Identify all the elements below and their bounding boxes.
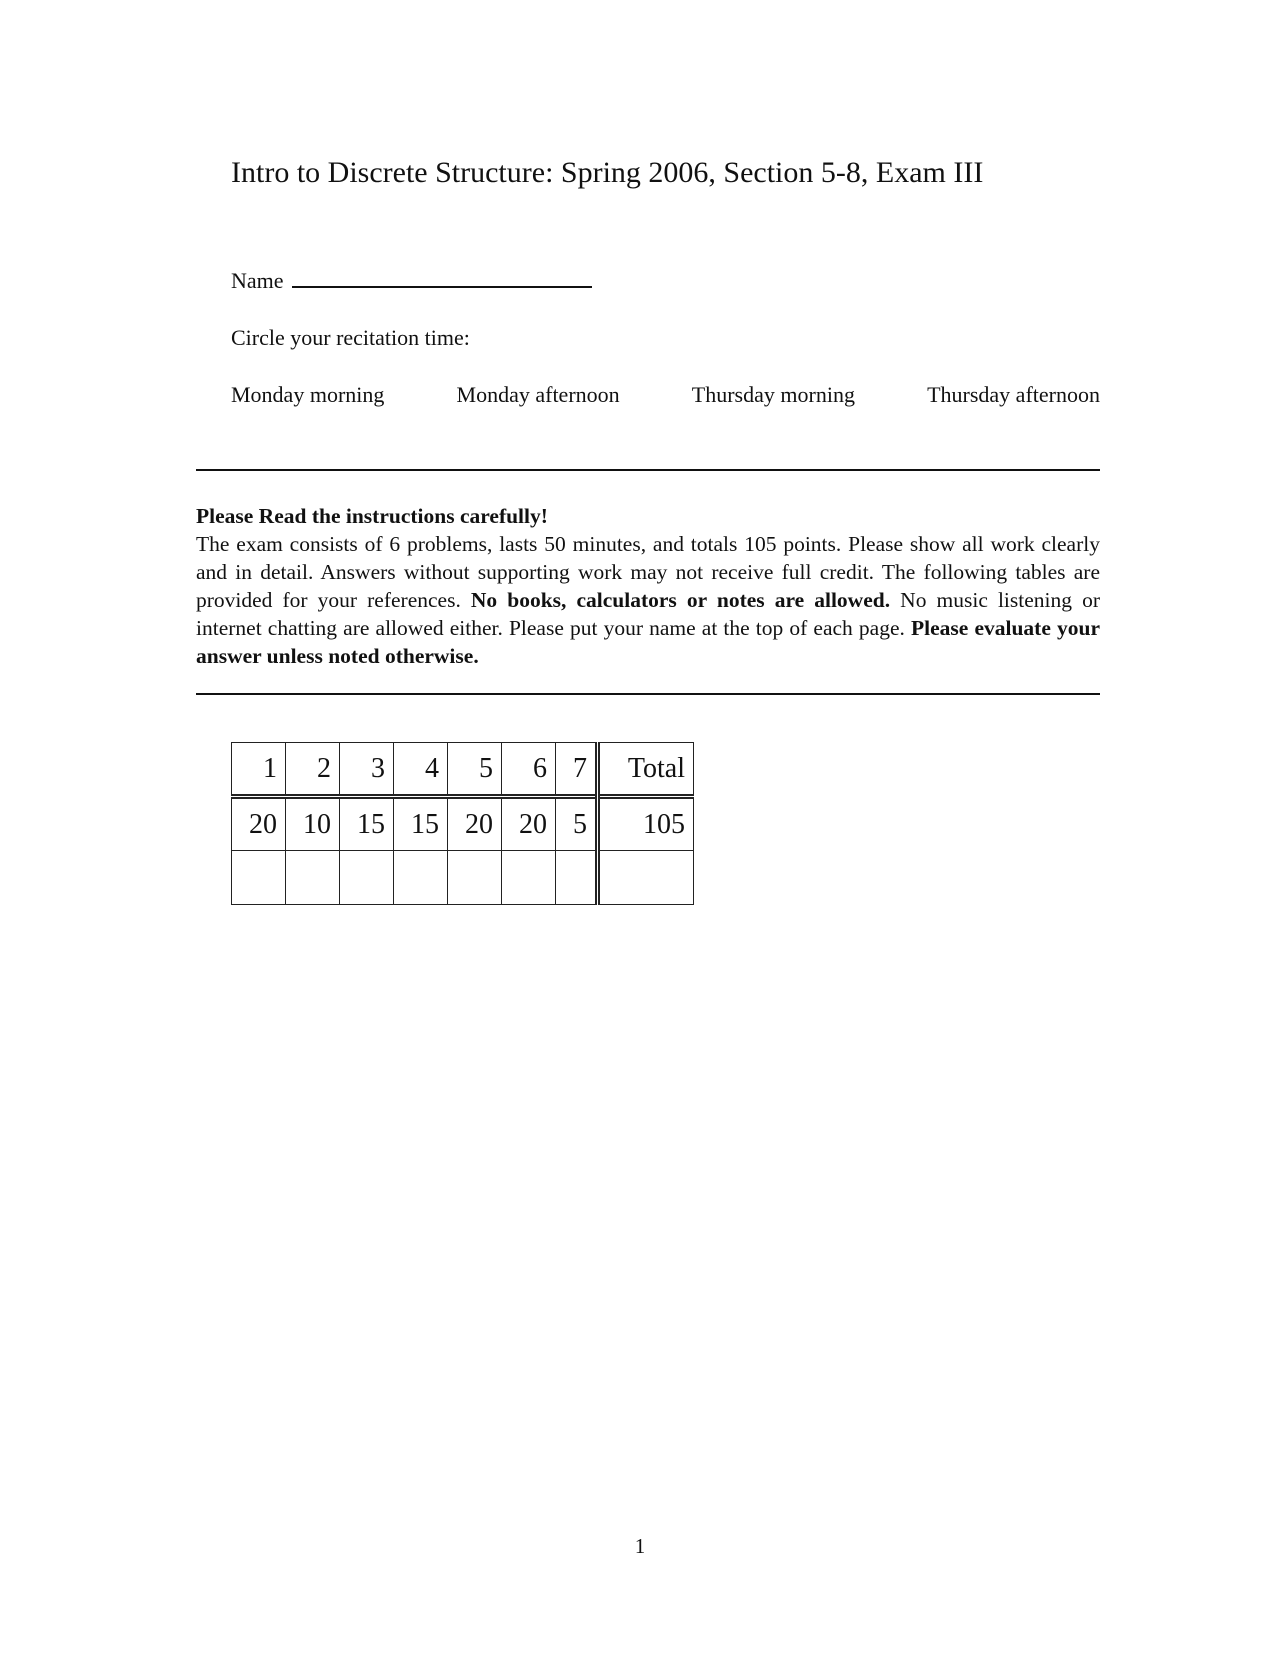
points-cell: 10	[286, 797, 340, 851]
name-blank-line[interactable]	[292, 268, 592, 288]
total-header-cell: Total	[598, 743, 694, 797]
score-entry-cell[interactable]	[232, 851, 286, 905]
score-table-header-row	[232, 743, 694, 797]
recitation-option-thursday-afternoon[interactable]: Thursday afternoon	[927, 382, 1100, 407]
points-cell: 15	[394, 797, 448, 851]
score-entry-cell[interactable]	[556, 851, 598, 905]
score-entry-cell[interactable]	[394, 851, 448, 905]
problem-number-cell: 6	[502, 743, 556, 797]
exam-title: Intro to Discrete Structure: Spring 2006, Section 5-8, Exam III	[231, 156, 984, 189]
problem-number-cell: 1	[232, 743, 286, 797]
instructions-bold-1: No books, calculators or notes are allowed.	[470, 588, 891, 612]
divider-bottom	[196, 693, 1100, 695]
total-score-entry-cell[interactable]	[598, 851, 694, 905]
problem-number-cell: 2	[286, 743, 340, 797]
points-cell: 20	[448, 797, 502, 851]
instructions-bold-2: Please evaluate your answer unless noted otherwise.	[196, 616, 1100, 668]
points-cell: 20	[232, 797, 286, 851]
page-number: 1	[634, 1534, 646, 1558]
score-table	[231, 742, 694, 905]
recitation-option-monday-morning[interactable]: Monday morning	[231, 382, 385, 407]
points-cell: 5	[556, 797, 598, 851]
problem-number-cell: 3	[340, 743, 394, 797]
recitation-instruction: Circle your recitation time:	[231, 325, 470, 350]
total-points-cell: 105	[598, 797, 694, 851]
divider-top	[196, 469, 1100, 471]
score-table-score-row	[232, 851, 694, 905]
instructions-heading: Please Read the instructions carefully!	[196, 504, 548, 528]
score-entry-cell[interactable]	[286, 851, 340, 905]
instructions-text-1: The exam consists of 6 problems, lasts 50 minutes, and totals 105 points. Please show all work clearly and in detail. Answers without supporting work may not receive full credit. The following tables are provided for your references.	[196, 532, 1100, 612]
instructions-text-2: No music listening or internet chatting are allowed either. Please put your name at the top of each page.	[196, 588, 1100, 640]
problem-number-cell: 7	[556, 743, 598, 797]
name-row	[231, 268, 592, 294]
score-entry-cell[interactable]	[340, 851, 394, 905]
score-entry-cell[interactable]	[448, 851, 502, 905]
problem-number-cell: 4	[394, 743, 448, 797]
recitation-option-monday-afternoon[interactable]: Monday afternoon	[456, 382, 620, 407]
points-cell: 15	[340, 797, 394, 851]
score-table-points-row	[232, 797, 694, 851]
name-label: Name	[231, 268, 284, 293]
instructions-block	[196, 502, 1100, 670]
points-cell: 20	[502, 797, 556, 851]
recitation-times	[231, 382, 1100, 408]
recitation-option-thursday-morning[interactable]: Thursday morning	[691, 382, 855, 407]
problem-number-cell: 5	[448, 743, 502, 797]
score-entry-cell[interactable]	[502, 851, 556, 905]
